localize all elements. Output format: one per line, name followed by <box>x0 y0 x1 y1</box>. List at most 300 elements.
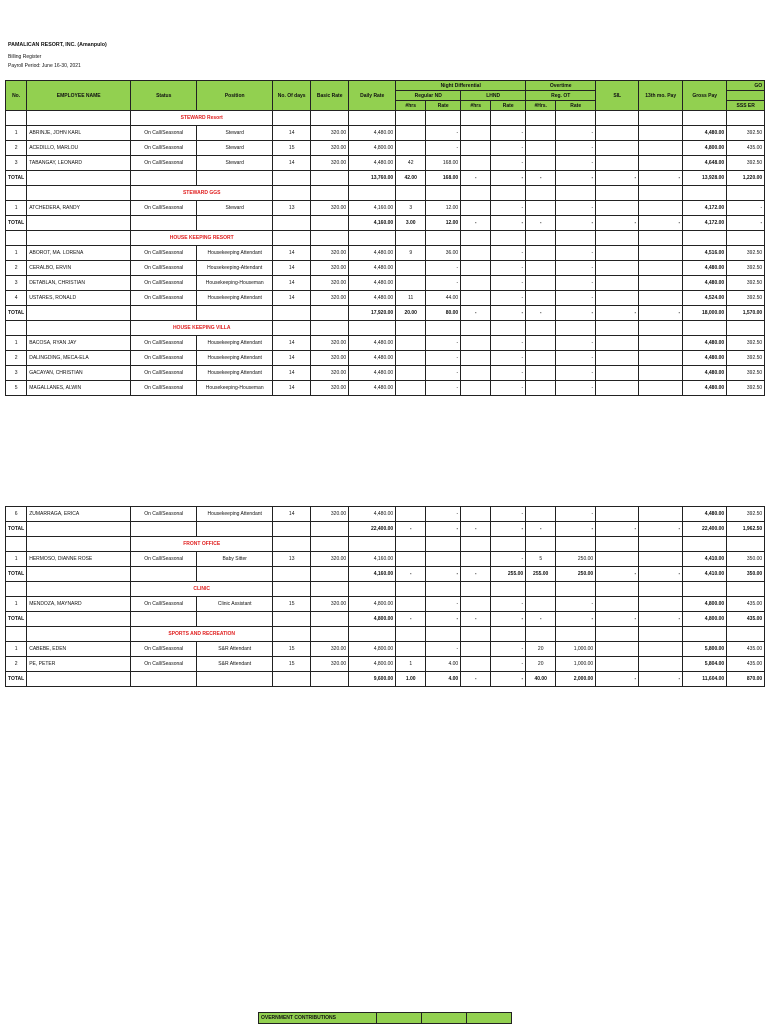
cell <box>639 381 683 396</box>
total-cell: - <box>596 216 639 231</box>
cell: 42 <box>396 156 426 171</box>
blank-cell <box>639 186 683 201</box>
col-ot-hrs: #Hrs. <box>526 101 556 111</box>
cell: - <box>556 261 596 276</box>
cell <box>396 126 426 141</box>
cell: - <box>556 336 596 351</box>
blank-cell <box>683 321 727 336</box>
cell: - <box>426 381 461 396</box>
blank-cell <box>639 111 683 126</box>
cell: 4,480.00 <box>683 336 727 351</box>
cell <box>396 336 426 351</box>
cell: - <box>491 552 526 567</box>
cell: Steward <box>197 141 273 156</box>
blank-cell <box>273 537 311 552</box>
cell <box>639 141 683 156</box>
total-cell: TOTAL <box>6 522 27 537</box>
cell: 14 <box>273 276 311 291</box>
cell: TABANGAY, LEONARD <box>27 156 131 171</box>
cell: On Call/Seasonal <box>131 126 197 141</box>
cell: 4,480.00 <box>349 261 396 276</box>
blank-cell <box>311 582 349 597</box>
blank-cell <box>596 537 639 552</box>
cell <box>461 366 491 381</box>
cell: 14 <box>273 381 311 396</box>
cell: 13 <box>273 552 311 567</box>
blank-cell <box>6 582 27 597</box>
cell: 435.00 <box>727 657 765 672</box>
cell: - <box>426 261 461 276</box>
cell: 4,480.00 <box>349 507 396 522</box>
total-cell: 18,000.00 <box>683 306 727 321</box>
blank-cell <box>491 186 526 201</box>
col-sss-er: SSS ER <box>727 101 765 111</box>
cell: 4,480.00 <box>349 156 396 171</box>
cell: 392.50 <box>727 246 765 261</box>
cell: 4,800.00 <box>683 597 727 612</box>
cell: 4,480.00 <box>683 276 727 291</box>
cell: 1 <box>6 597 27 612</box>
total-cell: - <box>596 672 639 687</box>
cell: 4,480.00 <box>683 351 727 366</box>
cell: 320.00 <box>311 657 349 672</box>
cell <box>639 336 683 351</box>
blank-cell <box>27 231 131 246</box>
cell: - <box>556 381 596 396</box>
cell: Housekeeping Attendant <box>197 507 273 522</box>
total-cell <box>311 171 349 186</box>
total-cell: - <box>556 171 596 186</box>
company-name: PAMALICAN RESORT, INC. (Amanpulo) <box>8 42 107 48</box>
cell: MENDOZA, MAYNARD <box>27 597 131 612</box>
blank-cell <box>727 537 765 552</box>
cell: 14 <box>273 336 311 351</box>
cell <box>526 351 556 366</box>
blank-cell <box>491 321 526 336</box>
cell <box>461 657 491 672</box>
total-cell <box>311 522 349 537</box>
cell: 14 <box>273 156 311 171</box>
total-cell: - <box>556 522 596 537</box>
cell: 320.00 <box>311 201 349 216</box>
blank-cell <box>426 321 461 336</box>
cell <box>461 141 491 156</box>
blank-cell <box>461 537 491 552</box>
cell: - <box>556 246 596 261</box>
blank-cell <box>727 231 765 246</box>
blank-cell <box>596 321 639 336</box>
blank-cell <box>311 537 349 552</box>
blank-cell <box>426 537 461 552</box>
cell: 320.00 <box>311 642 349 657</box>
col-13th-month: 13th mo. Pay <box>639 81 683 111</box>
cell: 2 <box>6 657 27 672</box>
blank-cell <box>596 231 639 246</box>
cell <box>639 261 683 276</box>
cell: Steward <box>197 156 273 171</box>
total-cell: 1.00 <box>396 672 426 687</box>
cell: 15 <box>273 141 311 156</box>
total-cell: - <box>596 522 639 537</box>
cell <box>639 507 683 522</box>
total-cell: 4,800.00 <box>683 612 727 627</box>
section-row <box>6 627 765 642</box>
total-cell <box>27 522 131 537</box>
cell <box>526 246 556 261</box>
total-cell: TOTAL <box>6 216 27 231</box>
blank-cell <box>596 186 639 201</box>
total-cell: 1,220.00 <box>727 171 765 186</box>
total-cell: 80.00 <box>426 306 461 321</box>
cell <box>461 126 491 141</box>
cell: Housekeeping-Attendant <box>197 261 273 276</box>
blank-cell <box>426 627 461 642</box>
section-row <box>6 111 765 126</box>
total-cell: - <box>491 612 526 627</box>
total-cell <box>27 306 131 321</box>
total-cell <box>131 306 197 321</box>
blank-cell <box>461 582 491 597</box>
cell: Steward <box>197 201 273 216</box>
blank-cell <box>27 537 131 552</box>
cell: 392.50 <box>727 336 765 351</box>
blank-cell <box>461 186 491 201</box>
cell: 4,480.00 <box>349 276 396 291</box>
total-cell: - <box>396 522 426 537</box>
cell: 392.50 <box>727 276 765 291</box>
blank-cell <box>491 231 526 246</box>
cell: 4,480.00 <box>683 261 727 276</box>
cell: Housekeeping Attendant <box>197 336 273 351</box>
table-row <box>6 261 765 276</box>
total-row <box>6 672 765 687</box>
cell: 1,000.00 <box>556 657 596 672</box>
section-row <box>6 186 765 201</box>
table-row <box>6 126 765 141</box>
cell: PE, PETER <box>27 657 131 672</box>
cell: 4,160.00 <box>349 552 396 567</box>
blank-cell <box>556 186 596 201</box>
blank-cell <box>396 321 426 336</box>
cell <box>639 156 683 171</box>
total-cell: - <box>526 306 556 321</box>
cell: 36.00 <box>426 246 461 261</box>
cell <box>461 381 491 396</box>
blank-cell <box>727 321 765 336</box>
cell: 4,480.00 <box>683 507 727 522</box>
col-gross-pay: Gross Pay <box>683 81 727 111</box>
header-row-group <box>6 81 765 91</box>
total-cell: 4.00 <box>426 672 461 687</box>
cell: 4,648.00 <box>683 156 727 171</box>
blank-cell <box>683 186 727 201</box>
total-cell: - <box>556 306 596 321</box>
total-cell: - <box>526 612 556 627</box>
total-cell: 255.00 <box>491 567 526 582</box>
cell: - <box>556 156 596 171</box>
blank-cell <box>461 231 491 246</box>
cell: On Call/Seasonal <box>131 336 197 351</box>
cell <box>461 156 491 171</box>
cell: 5 <box>6 381 27 396</box>
table-row <box>6 552 765 567</box>
blank-cell <box>349 582 396 597</box>
total-cell: TOTAL <box>6 612 27 627</box>
cell <box>396 351 426 366</box>
total-cell: - <box>639 306 683 321</box>
cell: 4,800.00 <box>349 141 396 156</box>
blank-cell <box>6 627 27 642</box>
cell <box>639 201 683 216</box>
cell: S&R Attendant <box>197 642 273 657</box>
total-cell: 9,600.00 <box>349 672 396 687</box>
cell <box>526 597 556 612</box>
table-row <box>6 141 765 156</box>
total-cell: - <box>596 171 639 186</box>
cell <box>526 336 556 351</box>
cell <box>461 201 491 216</box>
cell: Housekeeping Attendant <box>197 366 273 381</box>
cell: - <box>426 597 461 612</box>
table-row <box>6 336 765 351</box>
cell: 15 <box>273 657 311 672</box>
cell: - <box>426 336 461 351</box>
blank-cell <box>556 231 596 246</box>
blank-cell <box>426 582 461 597</box>
cell <box>396 261 426 276</box>
blank-cell <box>683 111 727 126</box>
cell: 320.00 <box>311 291 349 306</box>
cell: Steward <box>197 126 273 141</box>
blank-cell <box>6 537 27 552</box>
cell: 392.50 <box>727 507 765 522</box>
table-row <box>6 597 765 612</box>
cell <box>461 597 491 612</box>
cell: Housekeeping Attendant <box>197 351 273 366</box>
cell: - <box>491 201 526 216</box>
cell: - <box>426 366 461 381</box>
cell <box>639 351 683 366</box>
col-daily-rate: Daily Rate <box>349 81 396 111</box>
cell: 4,160.00 <box>349 201 396 216</box>
total-cell: 435.00 <box>727 612 765 627</box>
total-cell <box>197 171 273 186</box>
cell: 320.00 <box>311 366 349 381</box>
cell: 320.00 <box>311 336 349 351</box>
cell: On Call/Seasonal <box>131 381 197 396</box>
blank-cell <box>273 627 311 642</box>
total-cell <box>131 216 197 231</box>
cell: On Call/Seasonal <box>131 246 197 261</box>
cell: Baby Sitter <box>197 552 273 567</box>
cell: - <box>556 507 596 522</box>
cell: Housekeeping-Houseman <box>197 381 273 396</box>
cell: 2 <box>6 141 27 156</box>
total-cell <box>273 672 311 687</box>
cell: 4 <box>6 291 27 306</box>
total-row <box>6 216 765 231</box>
blank-cell <box>273 321 311 336</box>
blank-cell <box>273 111 311 126</box>
cell: - <box>491 291 526 306</box>
cell: 4,480.00 <box>349 126 396 141</box>
cell: 320.00 <box>311 597 349 612</box>
cell <box>396 552 426 567</box>
table-row <box>6 366 765 381</box>
total-cell: 350.00 <box>727 567 765 582</box>
cell: 320.00 <box>311 126 349 141</box>
blank-cell <box>6 321 27 336</box>
table-row <box>6 351 765 366</box>
cell <box>526 276 556 291</box>
total-cell <box>197 612 273 627</box>
total-cell: - <box>639 672 683 687</box>
cell: BACOSA, RYAN JAY <box>27 336 131 351</box>
total-cell: TOTAL <box>6 567 27 582</box>
cell: 392.50 <box>727 381 765 396</box>
cell: 250.00 <box>556 552 596 567</box>
total-cell: - <box>491 522 526 537</box>
total-cell <box>311 612 349 627</box>
cell: 435.00 <box>727 642 765 657</box>
total-cell: 250.00 <box>556 567 596 582</box>
cell: ATCHEDERA, RANDY <box>27 201 131 216</box>
cell: 320.00 <box>311 276 349 291</box>
cell: 14 <box>273 246 311 261</box>
total-cell: - <box>426 612 461 627</box>
section-title: CLINIC <box>131 582 273 597</box>
cell <box>526 261 556 276</box>
total-cell <box>273 522 311 537</box>
cell: 14 <box>273 261 311 276</box>
cell: 320.00 <box>311 381 349 396</box>
blank-cell <box>396 537 426 552</box>
cell: On Call/Seasonal <box>131 261 197 276</box>
cell: On Call/Seasonal <box>131 276 197 291</box>
cell: - <box>556 141 596 156</box>
payroll-period: Payroll Period: June 16-30, 2021 <box>8 63 81 69</box>
cell: 392.50 <box>727 366 765 381</box>
cell <box>639 291 683 306</box>
cell: - <box>491 351 526 366</box>
total-cell: 42.00 <box>396 171 426 186</box>
cell: - <box>491 246 526 261</box>
blank-cell <box>683 582 727 597</box>
cell: 4,480.00 <box>349 246 396 261</box>
blank-cell <box>426 186 461 201</box>
total-cell: 1,962.50 <box>727 522 765 537</box>
cell <box>461 291 491 306</box>
cell <box>526 507 556 522</box>
col-basic-rate: Basic Rate <box>311 81 349 111</box>
col-nd-rate: Rate <box>426 101 461 111</box>
cell: On Call/Seasonal <box>131 597 197 612</box>
total-cell: - <box>526 171 556 186</box>
cell: - <box>491 597 526 612</box>
table-row <box>6 156 765 171</box>
cell: 14 <box>273 351 311 366</box>
cell: - <box>491 366 526 381</box>
blank-cell <box>461 627 491 642</box>
cell: 2 <box>6 351 27 366</box>
cell: 4,480.00 <box>349 366 396 381</box>
billing-register-table <box>5 80 765 396</box>
blank-cell <box>526 537 556 552</box>
total-cell: - <box>556 216 596 231</box>
total-cell: - <box>426 522 461 537</box>
total-cell: - <box>491 672 526 687</box>
total-cell: 12.00 <box>426 216 461 231</box>
total-cell <box>131 171 197 186</box>
total-cell: - <box>461 216 491 231</box>
cell: - <box>426 276 461 291</box>
billing-register-table-continued <box>5 506 765 687</box>
total-cell: - <box>727 216 765 231</box>
cell: On Call/Seasonal <box>131 291 197 306</box>
blank-cell <box>683 231 727 246</box>
cell <box>396 381 426 396</box>
cell <box>526 381 556 396</box>
cell: - <box>556 276 596 291</box>
blank-cell <box>6 231 27 246</box>
cell: - <box>491 507 526 522</box>
cell: 320.00 <box>311 351 349 366</box>
cell: - <box>556 126 596 141</box>
cell: ACEDILLO, MARLOU <box>27 141 131 156</box>
total-cell: - <box>461 672 491 687</box>
total-cell: - <box>491 306 526 321</box>
cell <box>461 246 491 261</box>
cell: - <box>556 597 596 612</box>
total-cell: - <box>526 522 556 537</box>
total-cell <box>27 672 131 687</box>
cell: 1 <box>6 246 27 261</box>
total-cell: 4,160.00 <box>349 567 396 582</box>
cell <box>396 366 426 381</box>
blank-cell <box>311 186 349 201</box>
cell: 12.00 <box>426 201 461 216</box>
cell: - <box>491 261 526 276</box>
cell: - <box>556 351 596 366</box>
table-row <box>6 642 765 657</box>
col-overtime: Overtime <box>526 81 596 91</box>
blank-cell <box>556 321 596 336</box>
col-reg-ot: Reg. OT <box>526 91 596 101</box>
cell: On Call/Seasonal <box>131 657 197 672</box>
total-cell: 17,920.00 <box>349 306 396 321</box>
total-cell: - <box>426 567 461 582</box>
cell: 392.50 <box>727 351 765 366</box>
cell <box>461 507 491 522</box>
cell: 4,480.00 <box>349 381 396 396</box>
cell <box>639 366 683 381</box>
total-cell: TOTAL <box>6 672 27 687</box>
cell: DALINGDING, MECA-ELA <box>27 351 131 366</box>
blank-cell <box>426 111 461 126</box>
col-lhnd: LHND <box>461 91 526 101</box>
cell: S&R Attendant <box>197 657 273 672</box>
blank-cell <box>596 582 639 597</box>
cell: - <box>491 276 526 291</box>
cell: 5 <box>526 552 556 567</box>
total-cell <box>131 522 197 537</box>
cell <box>596 507 639 522</box>
total-cell: 3.00 <box>396 216 426 231</box>
cell <box>526 366 556 381</box>
cell: 3 <box>6 156 27 171</box>
blank-cell <box>639 582 683 597</box>
gov-cell-1 <box>377 1013 422 1024</box>
